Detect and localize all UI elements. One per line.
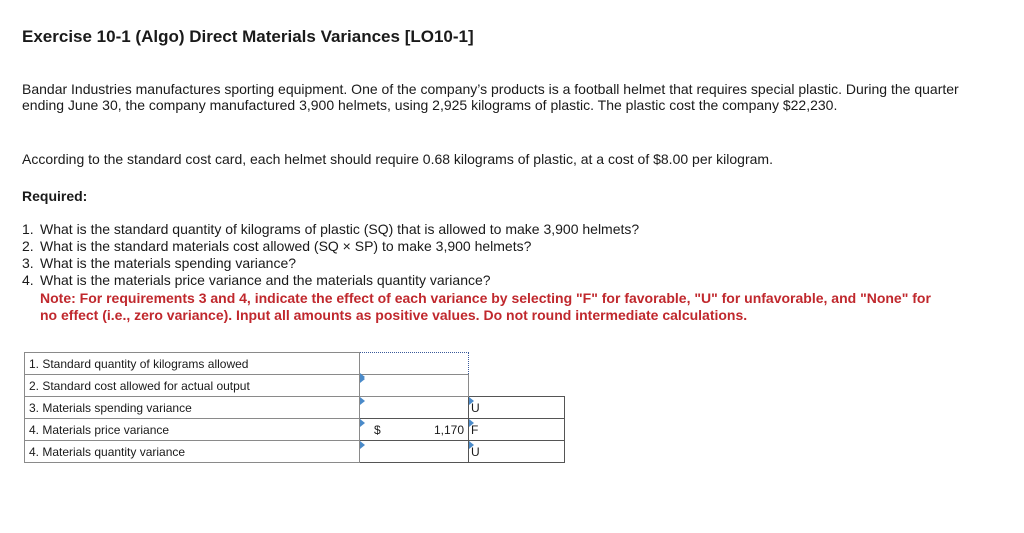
dropdown-marker-icon <box>469 397 474 405</box>
input-marker-icon <box>360 441 365 449</box>
question-item <box>22 238 639 255</box>
input-marker-icon <box>360 397 365 405</box>
price-variance-effect-select[interactable] <box>469 419 565 441</box>
row-label: 3. Materials spending variance <box>25 397 360 419</box>
quantity-variance-effect-select[interactable] <box>469 441 565 463</box>
row-label: 4. Materials price variance <box>25 419 360 441</box>
effect-value: U <box>471 444 480 459</box>
answer-row <box>25 375 565 397</box>
dropdown-marker-icon <box>469 441 474 449</box>
answer-table <box>24 352 565 463</box>
intro-paragraph: Bandar Industries manufactures sporting equipment. One of the company’s products is a football helmet that requires special plastic. During the quarter ending June 30, the company manufactured 3,900 helmets, using 2,925 kilograms of plastic. The plastic cost the company $22,230. <box>22 81 959 113</box>
spending-variance-input[interactable] <box>360 397 469 419</box>
row-label: 4. Materials quantity variance <box>25 441 360 463</box>
question-text: What is the materials spending variance? <box>40 255 297 271</box>
currency-symbol: $ <box>374 423 381 437</box>
question-text: What is the materials price variance and the materials quantity variance? <box>40 272 491 288</box>
answer-row <box>25 441 565 463</box>
question-item <box>22 272 639 289</box>
row-label: 1. Standard quantity of kilograms allowed <box>25 353 360 375</box>
effect-value: F <box>471 422 479 437</box>
exercise-title: Exercise 10-1 (Algo) Direct Materials Variances [LO10-1] <box>22 27 474 46</box>
effect-value: U <box>471 400 480 415</box>
answer-row <box>25 397 565 419</box>
quantity-variance-input[interactable] <box>360 441 469 463</box>
question-item <box>22 255 639 272</box>
instruction-note: Note: For requirements 3 and 4, indicate the effect of each variance by selecting "F" for favorable, "U" for unfavorable, and "None" for no effect (i.e., zero variance). Input all amounts as positive values. Do not round intermediate calculations. <box>40 290 931 323</box>
row-label: 2. Standard cost allowed for actual output <box>25 375 360 397</box>
price-variance-input[interactable] <box>360 419 469 441</box>
question-number: 4. <box>22 272 34 288</box>
question-number: 3. <box>22 255 34 271</box>
question-list <box>22 221 639 289</box>
standard-cost-input[interactable] <box>360 375 469 397</box>
amount-value: 1,170 <box>433 423 464 437</box>
question-number: 1. <box>22 221 34 237</box>
standard-quantity-input[interactable] <box>360 353 469 375</box>
spending-variance-effect-select[interactable] <box>469 397 565 419</box>
answer-row <box>25 419 565 441</box>
input-marker-icon <box>360 375 365 383</box>
answer-row <box>25 353 565 375</box>
question-text: What is the standard materials cost allowed (SQ × SP) to make 3,900 helmets? <box>40 238 532 254</box>
input-marker-icon <box>360 419 365 427</box>
question-number: 2. <box>22 238 34 254</box>
question-item <box>22 221 639 238</box>
question-text: What is the standard quantity of kilograms of plastic (SQ) that is allowed to make 3,900 helmets? <box>40 221 640 237</box>
required-heading: Required: <box>22 188 88 204</box>
dropdown-marker-icon <box>469 419 474 427</box>
standard-cost-paragraph: According to the standard cost card, each helmet should require 0.68 kilograms of plastic, at a cost of $8.00 per kilogram. <box>22 151 773 167</box>
